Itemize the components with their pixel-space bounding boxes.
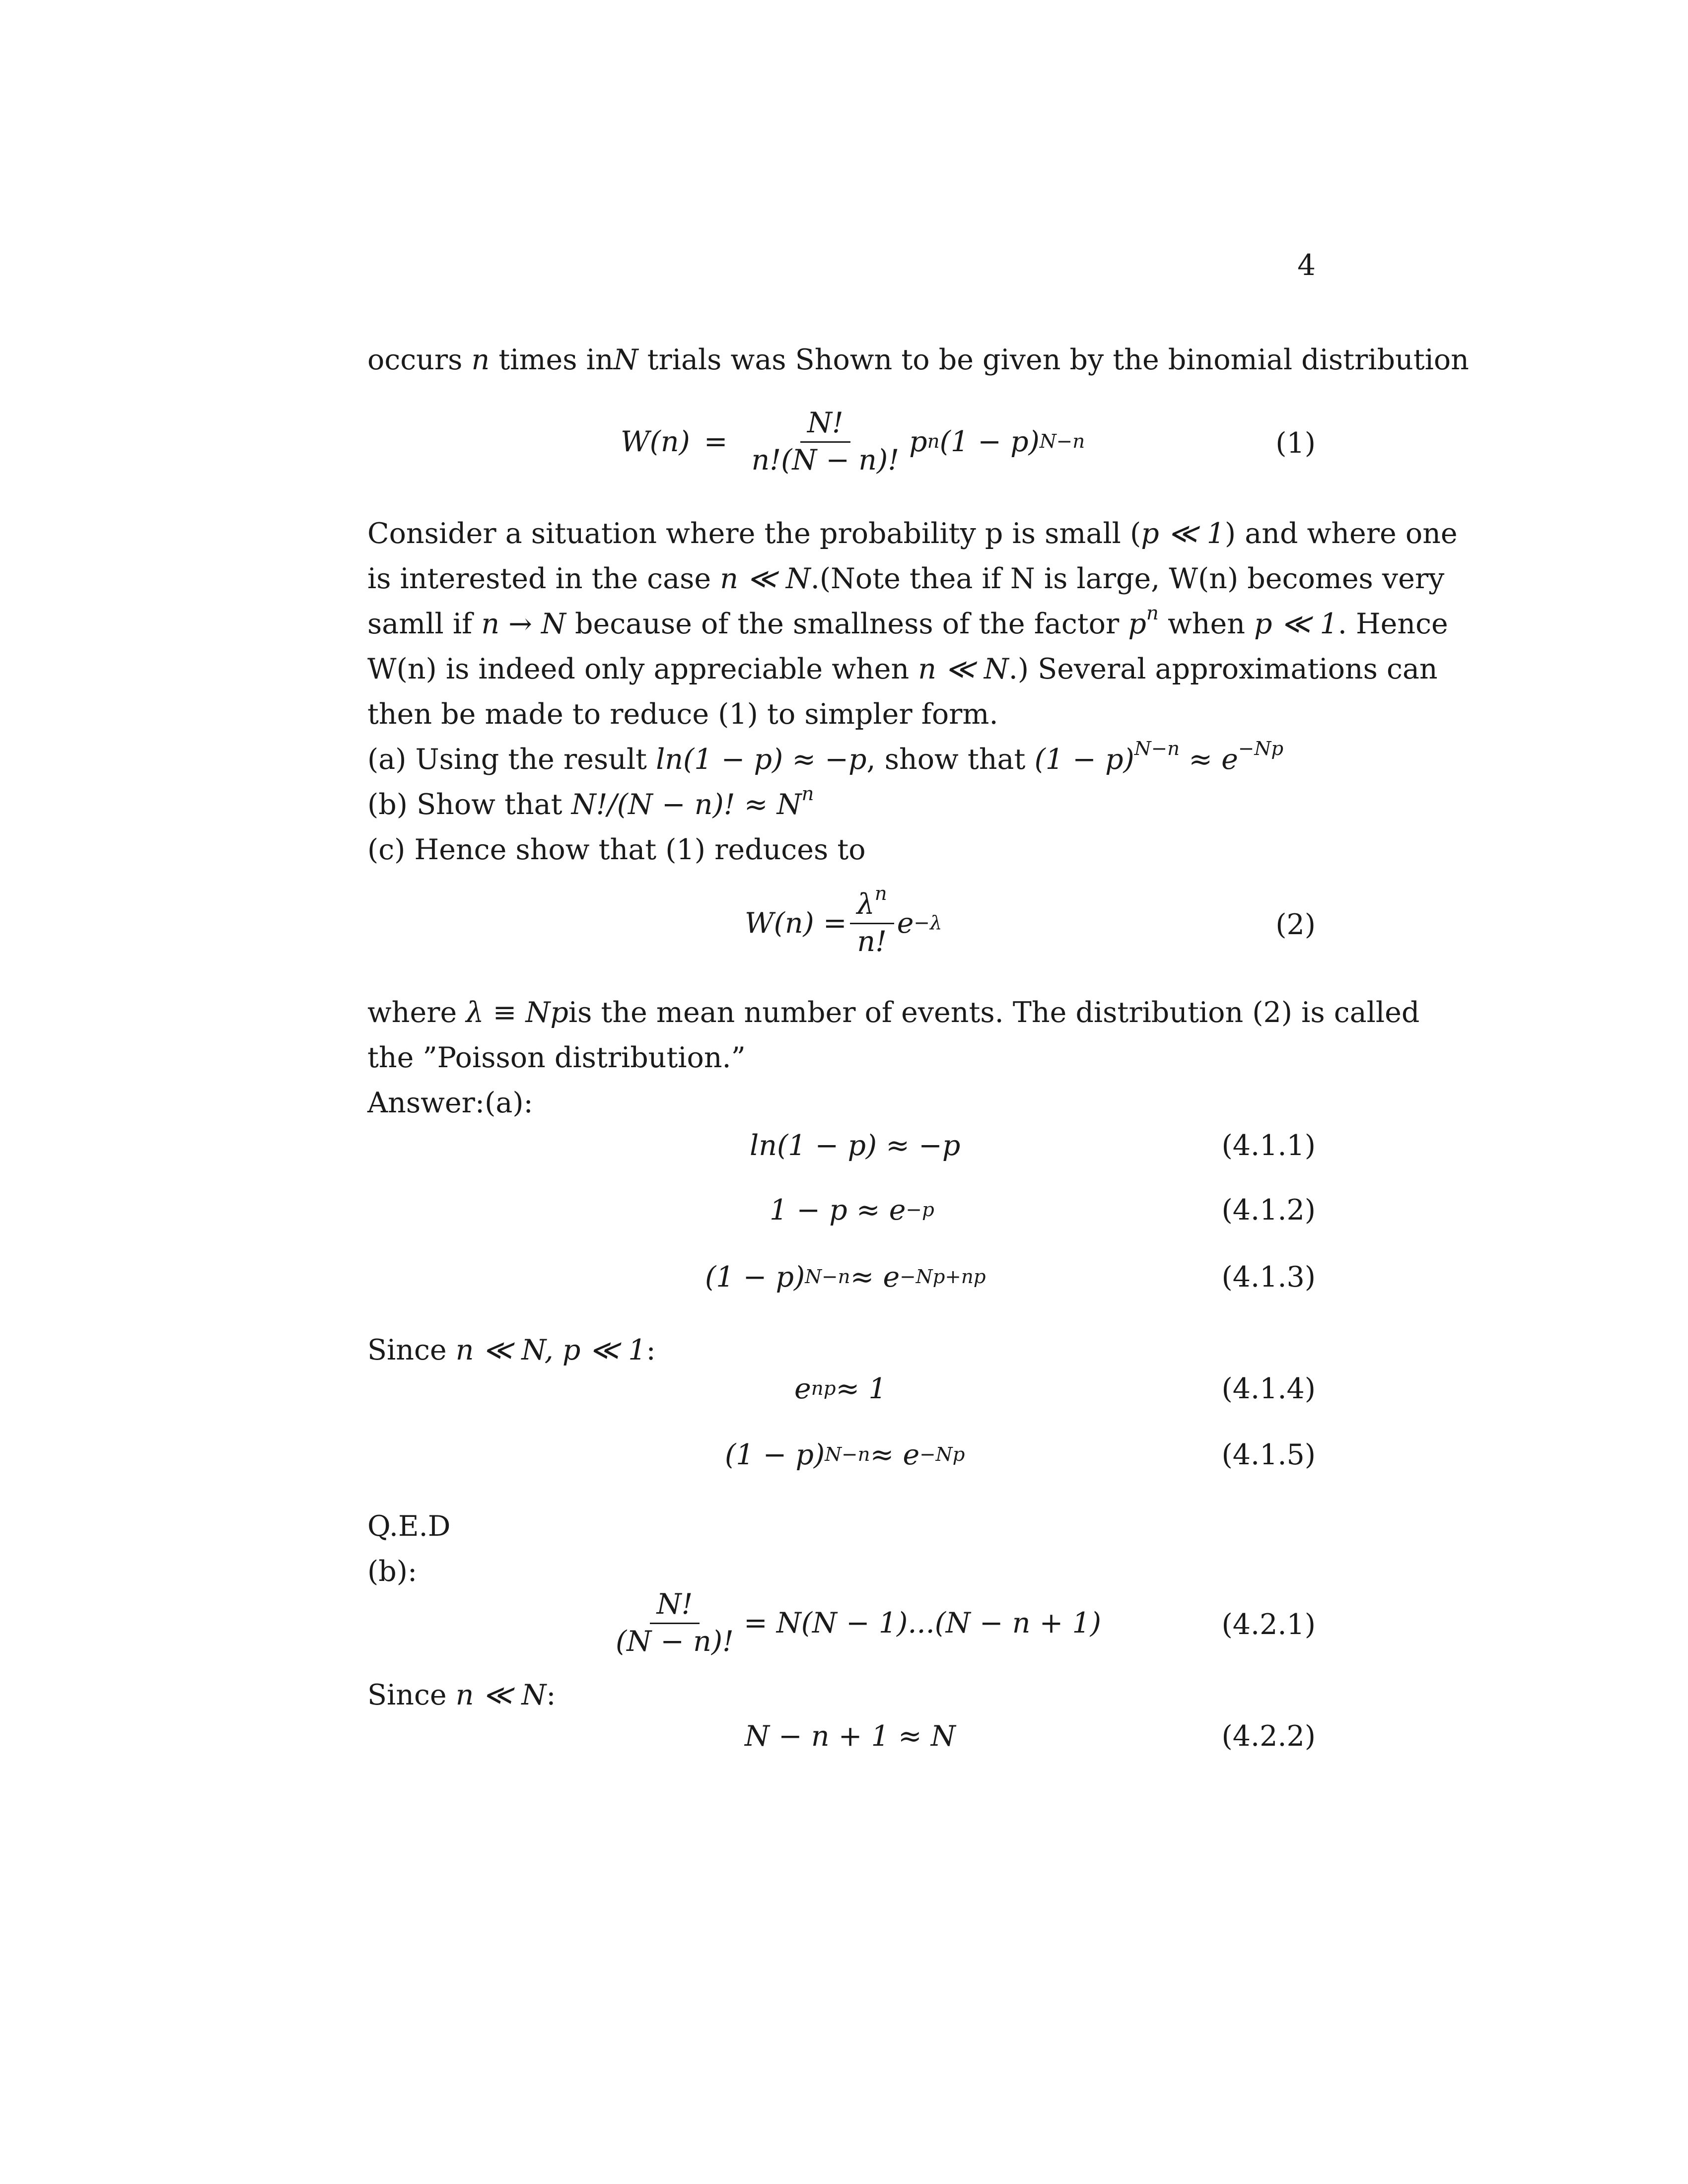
paragraph-line: then be made to reduce (1) to simpler form. [367, 698, 998, 731]
item-a: (a) Using the result ln(1 − p) ≈ −p, show that $(1 - p)^{N-n} \approx e^{-Np}$ [367, 738, 1284, 776]
since-line: Since n ≪ N, p ≪ 1: [367, 1334, 656, 1366]
equation-tag: (4.2.2) [1221, 1720, 1316, 1753]
equation-2: W(n) = $\frac{\lambda^n}{n!}$ e −λ (2) [745, 882, 1316, 958]
paragraph-line: Consider a situation where the probability p is small (p ≪ 1) and where one [367, 517, 1458, 550]
equation-tag: (1) [1275, 427, 1316, 460]
fraction [745, 406, 907, 477]
equation-tag: (2) [1275, 908, 1316, 941]
equation-4-1-1: ln(1 − p) ≈ −p (4.1.1) [750, 1129, 1316, 1162]
equation-4-2-2: N − n + 1 ≈ N (4.2.2) [745, 1720, 1316, 1753]
paragraph-line: W(n) is indeed only appreciable when n ≪ N.) Several approximations can [367, 653, 1438, 685]
equation-relation: = [703, 425, 728, 458]
equation-tag: (4.1.1) [1221, 1129, 1316, 1162]
equation-tag: (4.2.1) [1221, 1608, 1316, 1641]
item-c: (c) Hence show that (1) reduces to [367, 833, 866, 866]
fraction-denominator: n!(N − n)! [751, 443, 900, 477]
part-b-heading: (b): [367, 1555, 418, 1588]
math-term: (1 − p) [939, 425, 1040, 458]
paragraph-line: samll if n → N because of the smallness of the factor $p^n$ when p ≪ 1. Hence [367, 602, 1448, 640]
page-number: 4 [1297, 248, 1316, 282]
paragraph-line: where λ ≡ Npis the mean number of events. The distribution (2) is called [367, 996, 1420, 1029]
equation-1: W(n) = $\frac{N!}{n!(N - n)!}$ p n (1 − p) N−n (1) [621, 406, 1316, 477]
since-line: Since n ≪ N: [367, 1679, 556, 1711]
intro-text: times in [490, 343, 614, 376]
intro-text: occurs [367, 343, 472, 376]
item-b: (b) Show that N!/(N − n)! ≈ $N^n$ [367, 783, 814, 821]
equation-tag: (4.1.5) [1221, 1438, 1316, 1471]
math-p: p [909, 425, 927, 458]
equation-4-1-4: e np ≈ 1 (4.1.4) [794, 1372, 1316, 1405]
answer-heading: Answer:(a): [367, 1087, 533, 1119]
math-N: N [613, 343, 638, 376]
equation-4-1-2: 1 − p ≈ e −p (4.1.2) [770, 1194, 1316, 1227]
equation-4-1-3: (1 − p) N−n ≈ e −Np+np (4.1.3) [705, 1261, 1316, 1294]
intro-line [367, 338, 1469, 383]
equation-tag: (4.1.4) [1221, 1372, 1316, 1405]
fraction-numerator: N! [800, 409, 850, 443]
fraction: $\frac{\lambda^n}{n!}$ [850, 890, 894, 957]
intro-text: trials was Shown to be given by the binomial distribution [638, 343, 1469, 376]
equation-4-1-5: (1 − p) N−n ≈ e −Np (4.1.5) [725, 1438, 1316, 1471]
paragraph-line: is interested in the case n ≪ N.(Note thea if N is large, W(n) becomes very [367, 562, 1445, 595]
equation-lhs: W(n) [621, 425, 690, 458]
equation-4-2-1: $\frac{N!}{(N - n)!}$ = N(N − 1)...(N − n + 1) (4.2.1) [367, 1586, 1316, 1660]
fraction: $\frac{N!}{(N - n)!}$ [616, 1587, 734, 1658]
equation-tag: (4.1.3) [1221, 1261, 1316, 1294]
equation-tag: (4.1.2) [1221, 1194, 1316, 1227]
paragraph-line: the ”Poisson distribution.” [367, 1041, 746, 1074]
math-n: n [471, 343, 490, 376]
qed: Q.E.D [367, 1510, 451, 1543]
